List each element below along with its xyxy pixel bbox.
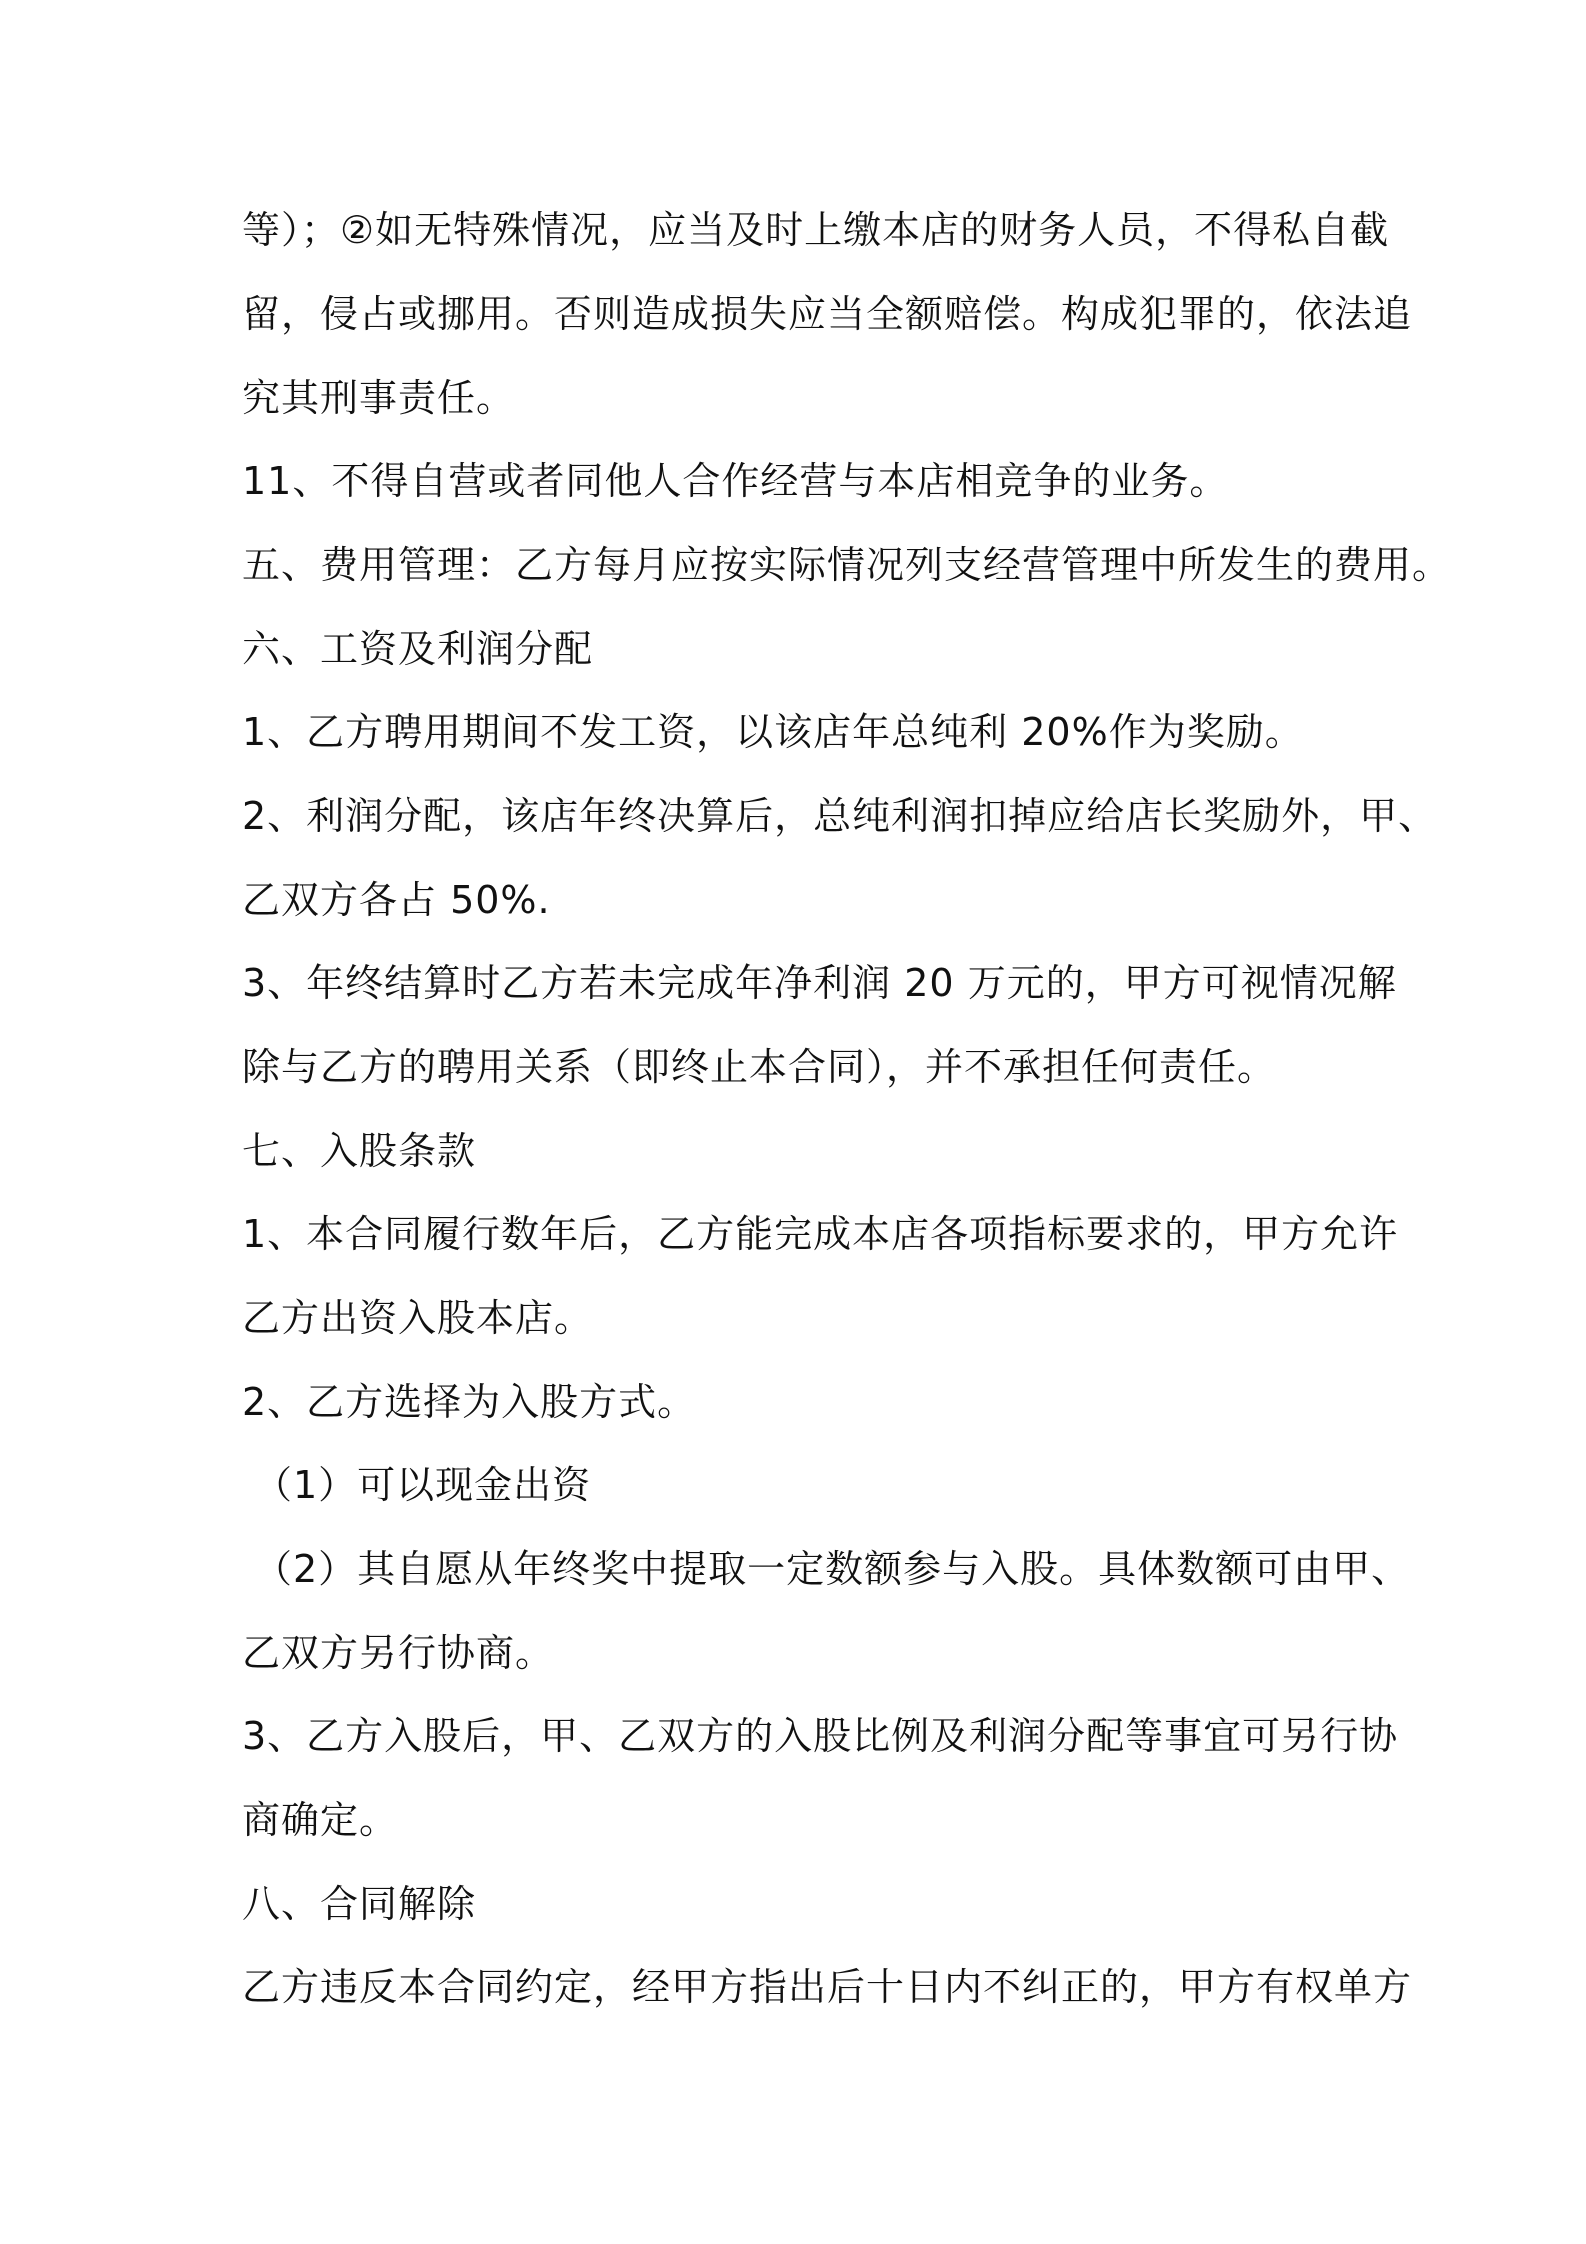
text-line: 2、乙方选择为入股方式。 xyxy=(242,1380,697,1424)
text-line: 3、乙方入股后，甲、乙双方的入股比例及利润分配等事宜可另行协 xyxy=(242,1714,1399,1758)
text-line: 乙双方另行协商。 xyxy=(242,1631,555,1675)
text-line: 留，侵占或挪用。否则造成损失应当全额赔偿。构成犯罪的，依法追 xyxy=(242,292,1413,336)
text-line: 商确定。 xyxy=(242,1798,399,1842)
text-line: 1、本合同履行数年后，乙方能完成本店各项指标要求的，甲方允许 xyxy=(242,1212,1399,1256)
text-line: 11、不得自营或者同他人合作经营与本店相竞争的业务。 xyxy=(242,459,1229,503)
text-line: （2）其自愿从年终奖中提取一定数额参与入股。具体数额可由甲、 xyxy=(254,1547,1411,1591)
text-line: 1、乙方聘用期间不发工资，以该店年总纯利 20%作为奖励。 xyxy=(242,710,1304,754)
text-line: 五、费用管理：乙方每月应按实际情况列支经营管理中所发生的费用。 xyxy=(242,543,1452,587)
text-line: 乙双方各占 50%. xyxy=(242,878,551,922)
text-line: 3、年终结算时乙方若未完成年净利润 20 万元的，甲方可视情况解 xyxy=(242,961,1397,1005)
text-line: 2、利润分配，该店年终决算后，总纯利润扣掉应给店长奖励外，甲、 xyxy=(242,794,1438,838)
text-line: 乙方违反本合同约定，经甲方指出后十日内不纠正的，甲方有权单方 xyxy=(242,1965,1413,2009)
section-heading: 七、入股条款 xyxy=(242,1129,477,1173)
section-heading: 八、合同解除 xyxy=(242,1882,477,1926)
section-heading: 六、工资及利润分配 xyxy=(242,627,594,671)
text-line: 等）；②如无特殊情况，应当及时上缴本店的财务人员，不得私自截 xyxy=(242,208,1390,252)
text-line: 除与乙方的聘用关系（即终止本合同），并不承担任何责任。 xyxy=(242,1045,1277,1089)
text-line: （1）可以现金出资 xyxy=(254,1463,592,1507)
text-line: 究其刑事责任。 xyxy=(242,376,516,420)
text-line: 乙方出资入股本店。 xyxy=(242,1296,594,1340)
